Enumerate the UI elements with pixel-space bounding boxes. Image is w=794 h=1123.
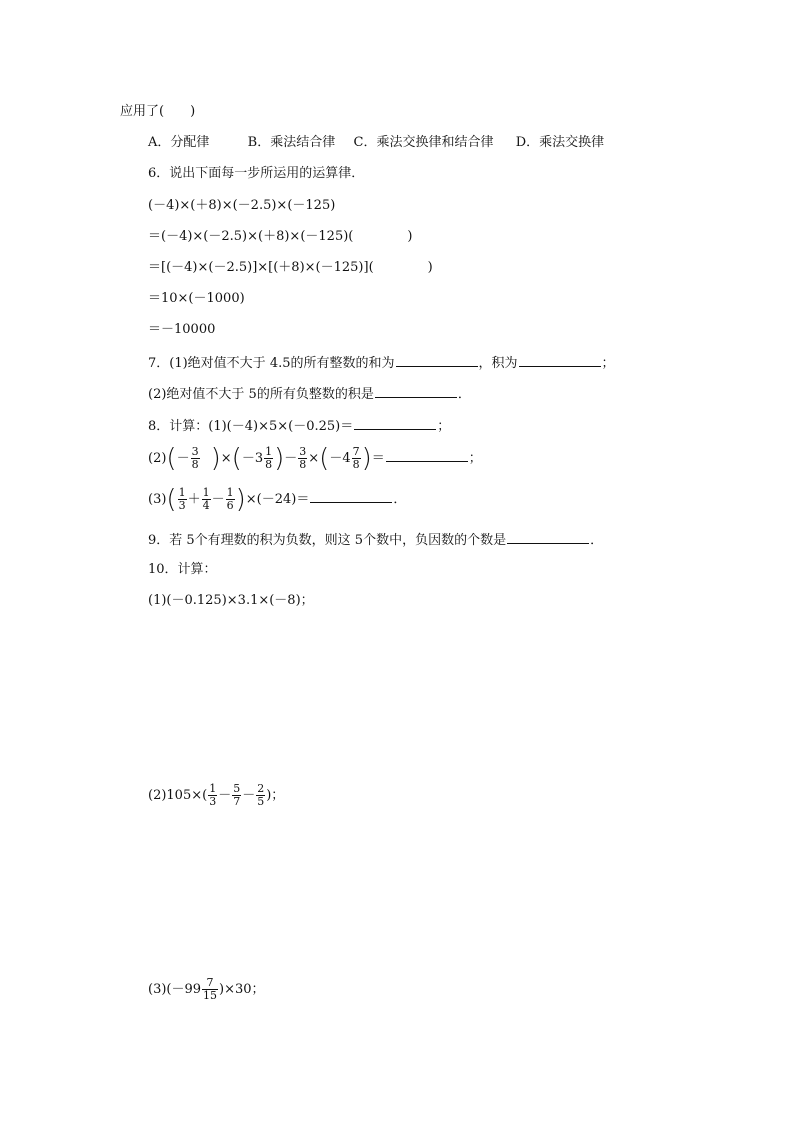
q7-p1-text-a: 7．(1)绝对值不大于 4.5的所有整数的和为 [148, 356, 395, 371]
right-paren: ) [361, 443, 372, 474]
fraction: $\frac{2}{5}$ [257, 782, 265, 808]
q8-p1-end: ； [437, 419, 451, 434]
q7-p1-text-c: ； [601, 356, 615, 371]
q10-part1: (1)(－0.125)×3.1×(－8)； [148, 593, 314, 608]
q8-p3-rest: ×(－24)＝ [245, 492, 310, 507]
q5-options [148, 135, 604, 151]
top-line-text: 应用了( ) [120, 104, 196, 119]
q10-title: 10．计算： [148, 562, 217, 577]
q10-p3-post: )×30； [219, 982, 265, 997]
question-continuation [120, 104, 195, 120]
answer-blank[interactable] [507, 531, 589, 544]
q10-p2-pre: (2)105×( [148, 788, 208, 803]
q7-part1 [148, 354, 615, 372]
q10-p2-post: )； [266, 788, 285, 803]
fraction: $\frac{1}{3}$ [209, 782, 217, 808]
fraction: $\frac{3}{8}$ [299, 445, 307, 471]
q6-line1: (－4)×(＋8)×(－2.5)×(－125) [148, 198, 336, 213]
fraction: $\frac{1}{4}$ [202, 486, 210, 512]
minus-sign: － [242, 788, 256, 803]
q9-text: 9．若 5个有理数的积为负数，则这 5个数中，负因数的个数是 [148, 533, 507, 548]
q6-line2-close: ) [407, 229, 413, 244]
option-a: A．分配律 [148, 135, 210, 150]
q10-part2 [148, 782, 284, 810]
q10-part3 [148, 976, 265, 1004]
equals-sign: ＝ [371, 451, 385, 466]
minus-sign: － [284, 451, 298, 466]
fraction: $\frac{7}{8}$ [352, 445, 360, 471]
q6-line3-text: ＝[(－4)×(－2.5)]×[(＋8)×(－125)]( [148, 260, 374, 275]
fraction: $\frac{5}{7}$ [233, 782, 241, 808]
mixed-whole: －3 [241, 451, 264, 466]
q8-part2 [148, 444, 482, 474]
q8-p3-end: ． [393, 492, 407, 507]
left-paren: ( [231, 443, 242, 474]
q8-part1 [148, 417, 450, 435]
fraction: $\frac{7}{15}$ [203, 976, 218, 1002]
times-sign: × [220, 451, 232, 466]
q9-end: ． [590, 533, 604, 548]
q8-p2-end: ； [468, 451, 482, 466]
answer-blank[interactable] [354, 417, 436, 430]
q10-p3-pre: (3)(－99 [148, 982, 202, 997]
left-paren: ( [166, 484, 177, 515]
minus-sign: － [218, 788, 232, 803]
right-paren: ) [235, 484, 246, 515]
q8-p2-label: (2) [148, 451, 167, 466]
q7-p2-text-b: ． [457, 387, 471, 402]
q8-part3 [148, 485, 406, 515]
q7-part2 [148, 385, 471, 403]
option-b: B．乘法结合律 [247, 135, 336, 150]
right-paren: ) [210, 443, 221, 474]
left-paren: ( [319, 443, 330, 474]
q6-line4: ＝10×(－1000) [148, 291, 245, 306]
answer-blank[interactable] [386, 449, 468, 462]
fraction: $\frac{1}{6}$ [226, 486, 234, 512]
option-d: D．乘法交换律 [515, 135, 605, 150]
answer-blank[interactable] [519, 354, 601, 367]
q7-p1-text-b: ，积为 [478, 356, 518, 371]
option-c: C．乘法交换律和结合律 [353, 135, 494, 150]
q6-line3-close: ) [427, 260, 433, 275]
q6-title: 6．说出下面每一步所运用的运算律． [148, 166, 365, 181]
q8-p3-label: (3) [148, 492, 167, 507]
times-sign: × [308, 451, 320, 466]
fraction: $\frac{1}{3}$ [178, 486, 186, 512]
q9 [148, 531, 603, 549]
q6-line2-text: ＝(－4)×(－2.5)×(＋8)×(－125)( [148, 229, 354, 244]
q6-line2 [148, 229, 412, 245]
answer-blank[interactable] [310, 490, 392, 503]
q7-p2-text-a: (2)绝对值不大于 5的所有负整数的积是 [148, 387, 374, 402]
fraction: $\frac{3}{8}$ [191, 445, 199, 471]
minus-sign: － [176, 451, 190, 466]
q6-line5: ＝－10000 [148, 322, 216, 337]
fraction: $\frac{1}{8}$ [265, 445, 273, 471]
answer-blank[interactable] [396, 354, 478, 367]
q6-line3 [148, 260, 433, 276]
q8-p1-text: 8．计算：(1)(－4)×5×(－0.25)＝ [148, 419, 354, 434]
mixed-whole: －4 [329, 451, 351, 466]
left-paren: ( [166, 443, 177, 474]
minus-sign: － [211, 492, 225, 507]
answer-blank[interactable] [375, 385, 457, 398]
plus-sign: ＋ [187, 492, 201, 507]
right-paren: ) [274, 443, 285, 474]
